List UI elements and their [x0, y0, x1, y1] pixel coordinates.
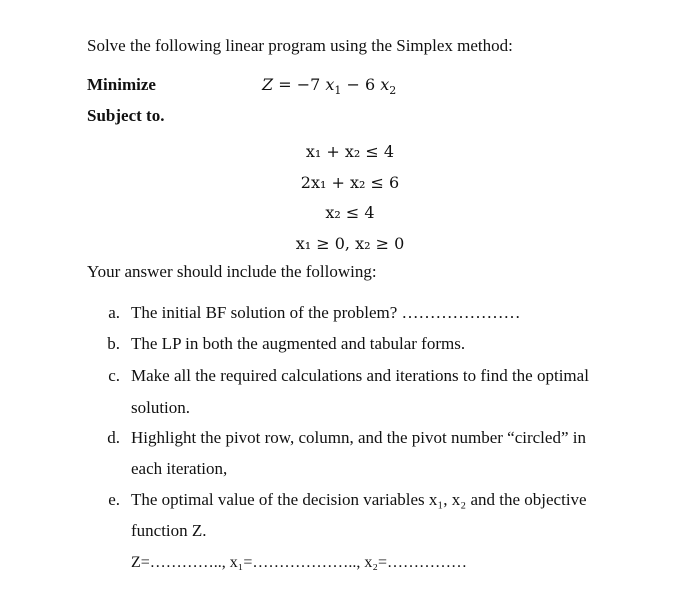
subject-to-label: Subject to.	[87, 106, 165, 125]
objective-function	[262, 75, 396, 101]
item-a-text: The initial BF solution of the problem? …………………	[131, 303, 521, 322]
item-d-text-cont: each iteration,	[131, 459, 228, 478]
objective-x2: x	[380, 75, 390, 94]
objective-x1: x	[325, 75, 335, 94]
item-c-letter: c.	[108, 366, 120, 385]
objective-x1-sub: 1	[334, 84, 342, 98]
item-b-text: The LP in both the augmented and tabular forms.	[131, 334, 466, 353]
constraint-nonneg: x₁ ≥ 0, x₂ ≥ 0	[295, 234, 405, 253]
answer-intro: Your answer should include the following:	[87, 262, 377, 281]
item-c-text-cont: solution.	[131, 398, 191, 417]
minimize-label: Minimize	[87, 75, 156, 94]
constraint-3: x₂ ≤ 4	[325, 203, 375, 222]
item-a-letter: a.	[108, 303, 120, 322]
objective-z: Z	[262, 75, 274, 94]
objective-eq: = −7	[273, 75, 326, 94]
item-e-text: The optimal value of the decision variables x₁, x₂ and the objective	[131, 490, 587, 509]
objective-x2-sub: 2	[389, 84, 397, 98]
item-b-letter: b.	[107, 334, 120, 353]
item-c-text: Make all the required calculations and iterations to find the optimal	[131, 366, 589, 385]
item-e-letter: e.	[108, 490, 120, 509]
final-answer-line: Z=………….., x₁=……………….., x₂=……………	[131, 554, 467, 571]
objective-mid: − 6	[341, 75, 381, 94]
constraint-1: x₁ + x₂ ≤ 4	[305, 142, 395, 161]
item-e-text-cont: function Z.	[131, 521, 207, 540]
intro-text: Solve the following linear program using the Simplex method:	[87, 36, 513, 55]
item-d-text: Highlight the pivot row, column, and the pivot number “circled” in	[131, 428, 586, 447]
constraint-2: 2x₁ + x₂ ≤ 6	[300, 173, 400, 192]
item-d-letter: d.	[107, 428, 120, 447]
